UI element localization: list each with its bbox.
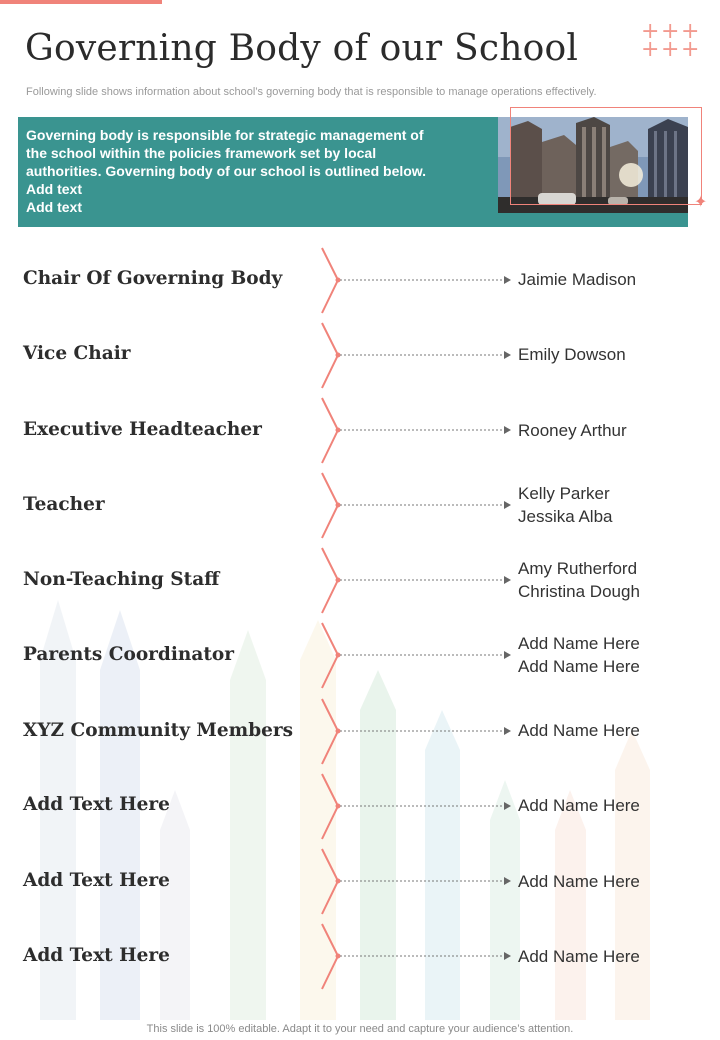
governing-row (0, 694, 720, 769)
member-names (518, 719, 640, 742)
arrow-connector (318, 919, 518, 994)
role-label: Add Text Here (23, 945, 170, 966)
governing-row (0, 393, 720, 468)
role-label: Non-Teaching Staff (23, 569, 220, 590)
arrow-connector (318, 694, 518, 769)
member-name: Add Name Here (518, 872, 640, 891)
role-label: XYZ Community Members (23, 720, 294, 741)
governing-row (0, 618, 720, 693)
member-name: Amy Rutherford (518, 559, 638, 578)
member-name: Emily Dowson (518, 345, 626, 364)
top-accent-bar (0, 0, 162, 4)
member-name: Christina Dough (518, 582, 640, 601)
governing-row (0, 318, 720, 393)
page-title: Governing Body of our School (25, 28, 579, 69)
member-name: Add Name Here (518, 796, 640, 815)
role-label: Parents Coordinator (23, 644, 234, 665)
sparkle-icon: ✦ (694, 194, 708, 211)
intro-line: Add text (26, 181, 82, 197)
member-names (518, 794, 640, 817)
member-names (518, 632, 640, 678)
arrow-connector (318, 844, 518, 919)
governing-row (0, 919, 720, 994)
member-names (518, 268, 636, 291)
intro-line: the school within the policies framework set by local (26, 145, 377, 161)
governing-row (0, 543, 720, 618)
arrow-connector (318, 243, 518, 318)
governing-row (0, 468, 720, 543)
member-names (518, 419, 627, 442)
arrow-connector (318, 318, 518, 393)
role-label: Vice Chair (23, 343, 131, 364)
member-names (518, 945, 640, 968)
role-label: Add Text Here (23, 794, 170, 815)
member-name: Add Name Here (518, 634, 640, 653)
member-name: Jaimie Madison (518, 270, 637, 289)
arrow-connector (318, 393, 518, 468)
member-name: Rooney Arthur (518, 421, 627, 440)
member-name: Add Name Here (518, 947, 640, 966)
arrow-connector (318, 468, 518, 543)
role-label: Chair Of Governing Body (23, 268, 283, 289)
intro-line: authorities. Governing body of our school is outlined below. (26, 163, 427, 179)
arrow-connector (318, 543, 518, 618)
page-subtitle: Following slide shows information about school’s governing body that is responsible to manage operations effectively. (26, 86, 597, 98)
role-label: Add Text Here (23, 870, 170, 891)
governing-row (0, 844, 720, 919)
member-name: Add Name Here (518, 721, 640, 740)
governing-row (0, 769, 720, 844)
member-names (518, 482, 613, 528)
role-label: Teacher (23, 494, 105, 515)
photo-frame-outline (510, 107, 702, 205)
intro-line: Add text (26, 199, 82, 215)
footer-note: This slide is 100% editable. Adapt it to your need and capture your audience’s attention. (146, 1023, 574, 1035)
member-name: Jessika Alba (518, 507, 613, 526)
role-label: Executive Headteacher (23, 419, 262, 440)
arrow-connector (318, 769, 518, 844)
arrow-connector (318, 618, 518, 693)
plus-pattern-decoration: + + + + + + (641, 19, 700, 62)
governing-row (0, 243, 720, 318)
intro-text (26, 126, 466, 216)
member-names (518, 557, 640, 603)
member-names (518, 343, 626, 366)
member-name: Add Name Here (518, 657, 640, 676)
member-names (518, 870, 640, 893)
intro-line: Governing body is responsible for strategic management of (26, 127, 424, 143)
member-name: Kelly Parker (518, 484, 610, 503)
